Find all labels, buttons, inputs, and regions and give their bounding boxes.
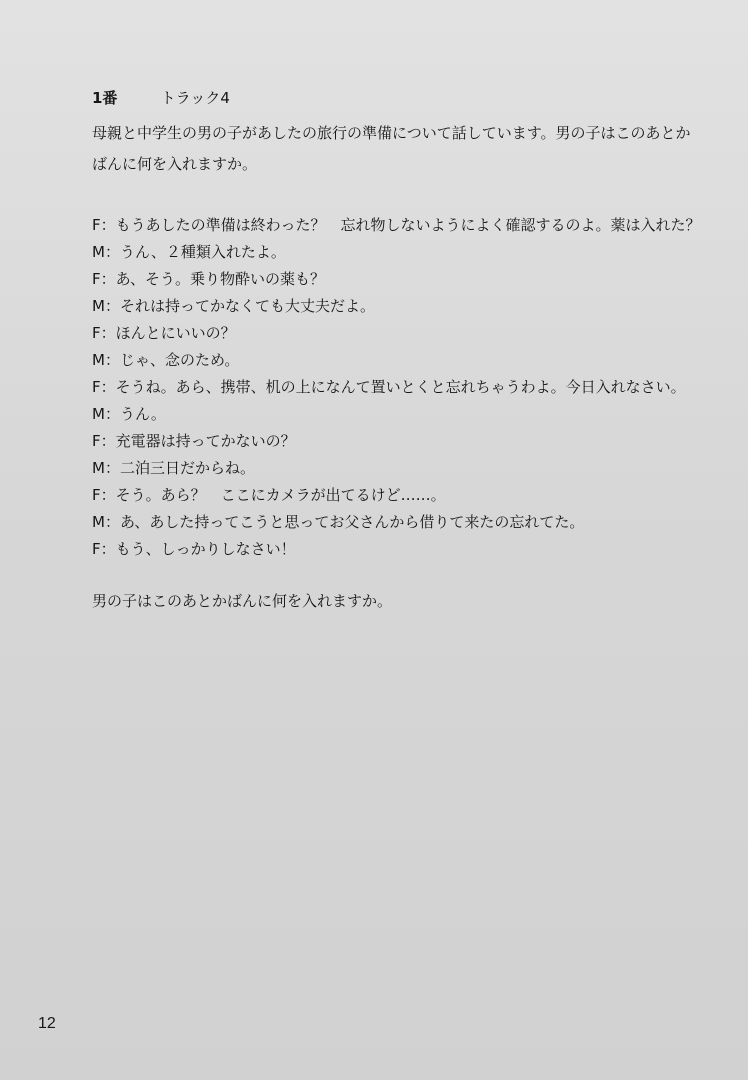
problem-intro: 母親と中学生の男の子があしたの旅行の準備について話しています。男の子はこのあとかばんに何を入れますか。 <box>92 124 691 173</box>
dialogue-transcript <box>92 212 702 563</box>
problem-header <box>92 86 702 110</box>
dialogue-line: F：もう、しっかりしなさい！ <box>92 540 296 558</box>
question-text: 男の子はこのあとかばんに何を入れますか。 <box>92 592 393 610</box>
page-content <box>92 86 702 615</box>
dialogue-line: M：二泊三日だからね。 <box>92 459 255 477</box>
dialogue-line: F：もうあしたの準備は終わった？ 忘れ物しないようによく確認するのよ。薬は入れた？ <box>92 216 701 234</box>
track-label: トラック4 <box>160 89 230 107</box>
problem-number: 1番 <box>92 89 118 107</box>
dialogue-line: M：うん。 <box>92 405 166 423</box>
dialogue-line: F：そうね。あら、携帯、机の上になんて置いとくと忘れちゃうわよ。今日入れなさい。 <box>92 378 686 396</box>
dialogue-line: F：ほんとにいいの？ <box>92 324 236 342</box>
dialogue-line: M：じゃ、念のため。 <box>92 351 240 369</box>
dialogue-line: F：充電器は持ってかないの？ <box>92 432 296 450</box>
dialogue-line: F：そう。あら？ ここにカメラが出てるけど……。 <box>92 486 446 504</box>
dialogue-line: M：それは持ってかなくても大丈夫だよ。 <box>92 297 375 315</box>
dialogue-line: M：うん、２種類入れたよ。 <box>92 243 286 261</box>
dialogue-line: M：あ、あした持ってこうと思ってお父さんから借りて来たの忘れてた。 <box>92 513 585 531</box>
dialogue-line: F：あ、そう。乗り物酔いの薬も？ <box>92 270 326 288</box>
page-number: 12 <box>38 1015 56 1032</box>
